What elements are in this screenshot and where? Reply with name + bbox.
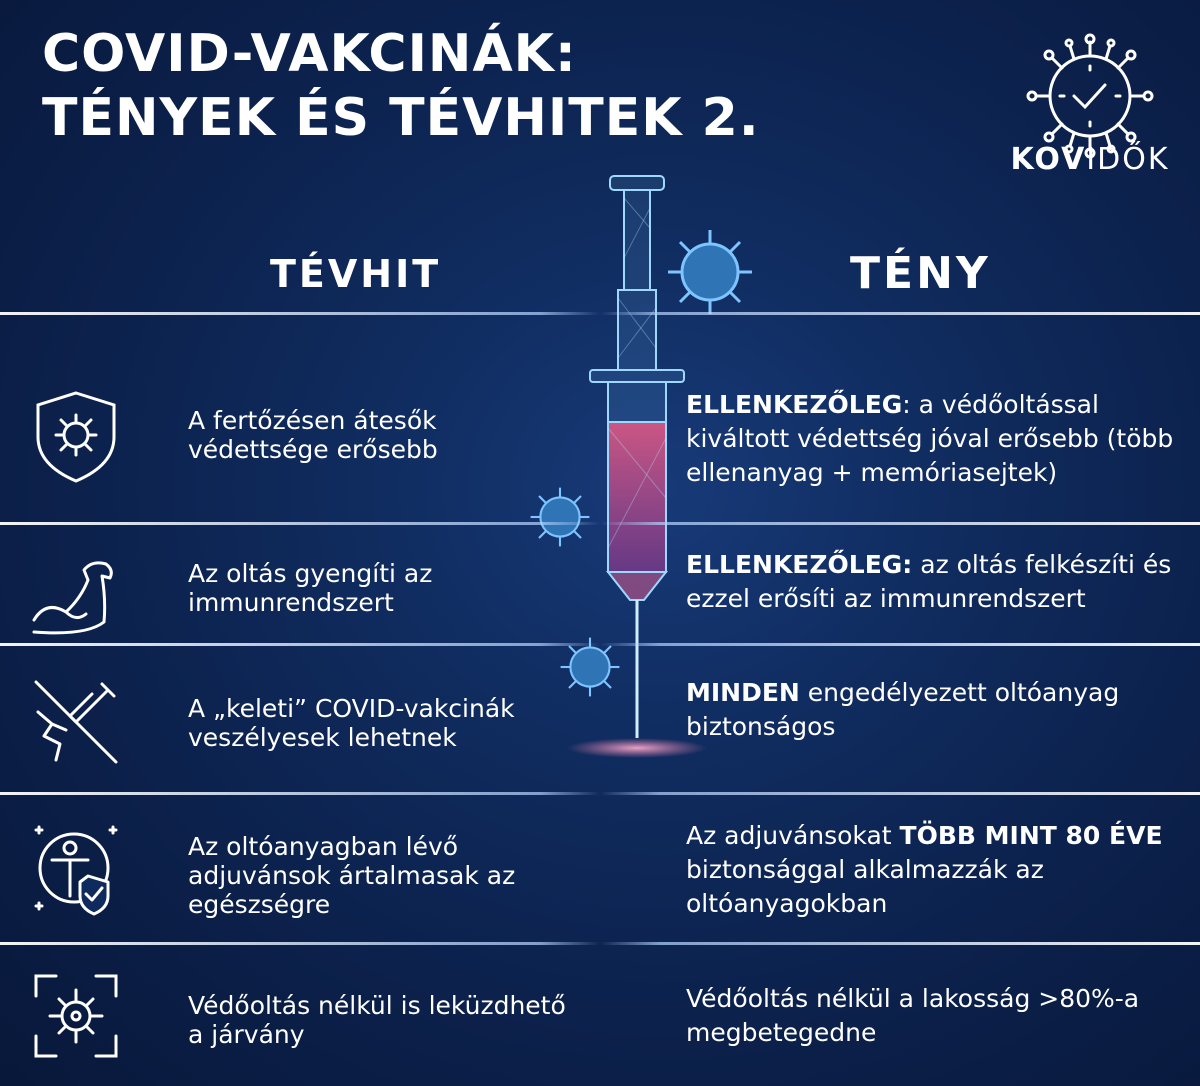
fact-emphasis-4: TÖBB MINT 80 ÉVE [899, 821, 1163, 850]
divider-2 [0, 522, 1200, 525]
logo-wordmark [1000, 142, 1180, 177]
fact-emphasis-2: ELLENKEZŐLEG: [686, 550, 913, 579]
fact-body-3: engedélyezett oltóanyag biztonságos [686, 678, 1120, 741]
virus-illustration-2 [525, 482, 595, 552]
shield-virus-icon [26, 385, 126, 485]
fact-emphasis-3: MINDEN [686, 678, 800, 707]
myth-text-2: Az oltás gyengíti az immunrendszert [188, 559, 433, 617]
fact-text-2 [686, 548, 1196, 616]
virus-target-icon [26, 966, 126, 1066]
divider-5 [0, 942, 1200, 945]
title-line-1: COVID-VAKCINÁK: [42, 24, 577, 84]
page-title [42, 22, 760, 150]
myth-text-5: Védőoltás nélkül is leküzdhető a járvány [188, 991, 566, 1049]
fact-text-3 [686, 676, 1196, 744]
divider-3 [0, 643, 1200, 646]
fact-body-4: biztonsággal alkalmazzák az oltóanyagokban [686, 855, 1044, 918]
fact-body-1: : a védőoltással kiváltott védettség jóval erősebb (több ellenanyag + memóriasejtek) [686, 390, 1174, 487]
fact-text-1 [686, 388, 1196, 490]
fact-text-4 [686, 819, 1196, 921]
fact-prefix-4: Az adjuvánsokat [686, 821, 900, 850]
crossed-syringe-cracked-icon [26, 672, 126, 772]
logo-text-bold: KOV [1010, 142, 1087, 177]
fact-text-5: Védőoltás nélkül a lakosság >80%-a megbetegedne [686, 984, 1140, 1047]
myth-text-4: Az oltóanyagban lévő adjuvánsok ártalmasak az egészségre [188, 832, 516, 919]
logo-text-light: IDŐK [1086, 142, 1170, 177]
virus-illustration-1 [660, 222, 760, 322]
divider-1 [0, 312, 1200, 315]
divider-4 [0, 792, 1200, 795]
title-line-2: TÉNYEK ÉS TÉVHITEK 2. [42, 88, 760, 148]
flexed-arm-icon [26, 550, 126, 650]
myth-column-header: TÉVHIT [270, 252, 442, 296]
fact-emphasis-1: ELLENKEZŐLEG [686, 390, 903, 419]
myth-text-3: A „keleti” COVID-vakcinák veszélyesek lehetnek [188, 694, 515, 752]
person-shield-check-icon [26, 818, 126, 918]
fact-body-2: az oltás felkészíti és ezzel erősíti az immunrendszert [686, 550, 1172, 613]
fact-column-header: TÉNY [850, 248, 991, 299]
myth-text-1: A fertőzésen átesők védettsége erősebb [188, 406, 438, 464]
